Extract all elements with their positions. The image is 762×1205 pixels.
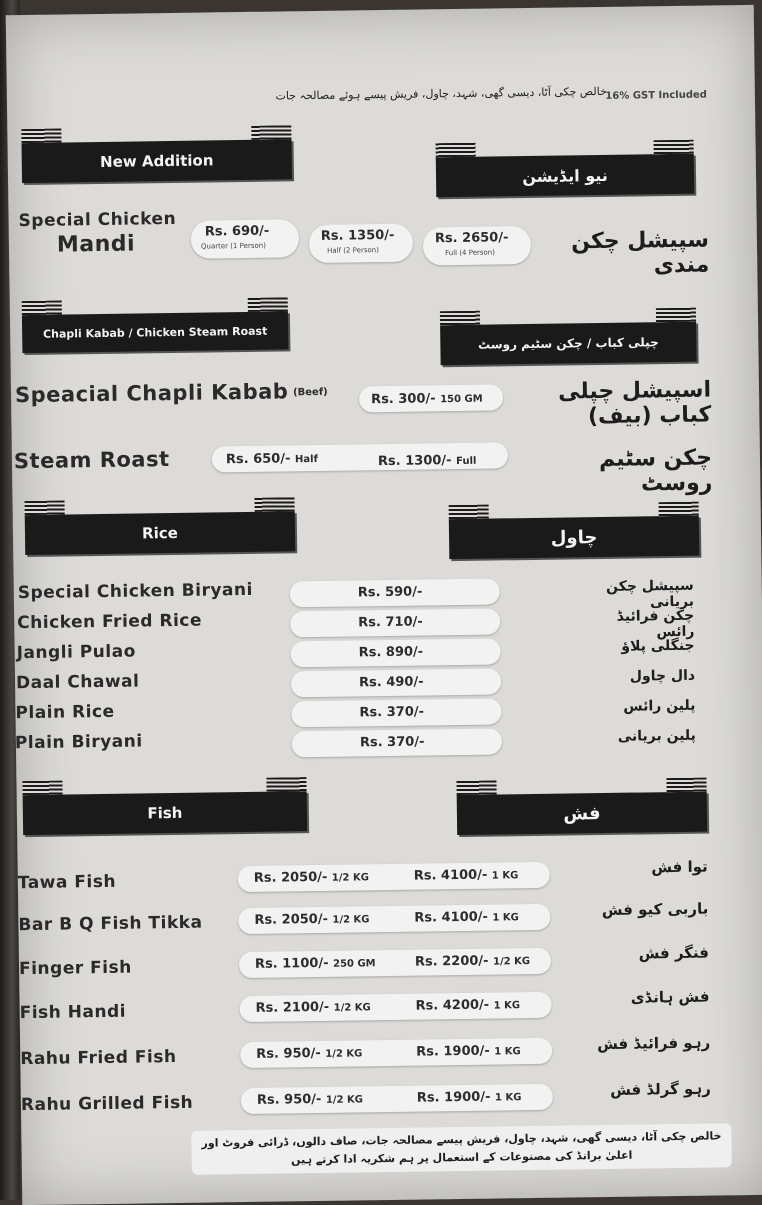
item-name: Rahu Grilled Fish xyxy=(20,1092,194,1116)
price: Rs. 2200/- 1/2 KG xyxy=(414,953,531,970)
item-name: Speacial Chapli Kabab xyxy=(14,379,289,408)
item-name-line2: Mandi xyxy=(56,231,136,258)
section-banner-fish-ur xyxy=(457,792,708,835)
price-sub: Quarter (1 Person) xyxy=(200,241,266,251)
item-name: Plain Biryani xyxy=(14,731,143,754)
item-name: Daal Chawal xyxy=(15,671,140,694)
item-name-ur: توا فش xyxy=(651,857,708,877)
price: Rs. 710/- xyxy=(358,614,423,631)
item-name-ur: رہو فرائیڈ فش xyxy=(597,1033,711,1054)
price: Rs. 4200/- 1 KG xyxy=(415,997,521,1014)
item-name-ur: دال چاول xyxy=(629,667,696,685)
price: Rs. 1900/- 1 KG xyxy=(416,1043,521,1060)
item-name: Finger Fish xyxy=(18,957,132,980)
item-name-ur: فش ہانڈی xyxy=(630,987,710,1007)
price: Rs. 1900/- 1 KG xyxy=(416,1089,522,1106)
gst-note: 16% GST Included xyxy=(605,89,707,102)
item-name: Tawa Fish xyxy=(17,871,117,894)
section-title-ur: نیو ایڈیشن xyxy=(522,165,608,186)
section-banner-rice-ur xyxy=(449,516,700,559)
price: Rs. 2050/- 1/2 KG xyxy=(254,911,370,928)
item-name-ur: پلین بریانی xyxy=(617,727,696,745)
price: Rs. 370/- xyxy=(359,704,425,721)
footer-note: خالص چکی آٹا، دیسی گھی، شہد، چاول، فریش پیسے مصالحہ جات، صاف دالوں، ڈرائی فروٹ اور اعلیٰ برانڈ کی مصنوعات کے استعمال پر ہم شکریہ ادا کرتے ہیں xyxy=(191,1123,732,1175)
price-sub: Half (2 Person) xyxy=(326,246,379,255)
section-banner-rice xyxy=(25,511,296,555)
price: Rs. 4100/- 1 KG xyxy=(413,867,519,884)
item-name-ur: سپیشل چکن بریانی xyxy=(606,577,695,611)
price: Rs. 2050/- 1/2 KG xyxy=(253,869,369,886)
section-title-ur: چاول xyxy=(550,526,598,549)
price: Rs. 1100/- 250 GM xyxy=(254,955,376,972)
item-name: Special Chicken xyxy=(18,208,177,232)
item-name: Plain Rice xyxy=(15,701,115,724)
item-name: Chicken Fried Rice xyxy=(17,610,203,634)
item-name: Special Chicken Biryani xyxy=(17,579,254,604)
price: Rs. 890/- xyxy=(358,644,424,661)
price: Rs. 370/- xyxy=(359,734,425,751)
section-banner-new-addition xyxy=(22,139,293,183)
section-title: Rice xyxy=(141,523,178,543)
item-note: (Beef) xyxy=(292,386,328,399)
item-name: Fish Handi xyxy=(19,1001,127,1024)
section-banner-chapli-ur xyxy=(440,322,697,366)
price: Rs. 690/- xyxy=(204,223,270,240)
price: Rs. 300/- 150 GM xyxy=(371,391,483,408)
price: Rs. 4100/- 1 KG xyxy=(414,909,519,926)
section-title-ur: فش xyxy=(563,802,601,825)
price: Rs. 1300/- Full xyxy=(377,453,477,470)
item-name-ur: فنگر فش xyxy=(638,943,710,963)
item-name: Rahu Fried Fish xyxy=(20,1046,177,1070)
item-name: Bar B Q Fish Tikka xyxy=(18,912,203,936)
section-title: Chapli Kabab / Chicken Steam Roast xyxy=(42,324,268,341)
item-name-ur: جنگلی پلاؤ xyxy=(621,637,695,655)
section-title: New Addition xyxy=(99,151,214,171)
section-title-ur: چپلی کباب / چکن سٹیم روسٹ xyxy=(477,335,659,352)
section-title: Fish xyxy=(147,803,183,823)
item-name-ur: سپیشل چکن مندی xyxy=(571,227,710,279)
section-banner-fish xyxy=(23,791,308,835)
item-name-ur: چکن فرائیڈ رائس xyxy=(616,607,695,641)
item-name-ur: باربی کیو فش xyxy=(601,899,709,920)
price: Rs. 2650/- xyxy=(434,230,509,247)
price: Rs. 2100/- 1/2 KG xyxy=(255,999,371,1016)
item-name-ur: اسپیشل چپلی کباب (بیف) xyxy=(557,377,712,430)
price-sub: Full (4 Person) xyxy=(445,248,496,258)
price: Rs. 950/- 1/2 KG xyxy=(256,1091,364,1108)
price: Rs. 650/- Half xyxy=(225,451,318,468)
item-name-ur: پلین رائس xyxy=(623,697,696,715)
price: Rs. 950/- 1/2 KG xyxy=(256,1045,363,1062)
price: Rs. 490/- xyxy=(358,674,424,691)
section-banner-chapli xyxy=(22,311,289,353)
item-name: Jangli Pulao xyxy=(16,641,136,664)
menu-page xyxy=(6,5,762,1205)
section-banner-new-addition-ur xyxy=(436,154,695,198)
price: Rs. 1350/- xyxy=(320,227,395,244)
price: Rs. 590/- xyxy=(357,584,423,601)
item-name-ur: چکن سٹیم روسٹ xyxy=(598,445,713,497)
item-name-ur: رہو گرلڈ فش xyxy=(610,1079,711,1099)
top-note: خالص چکی آٹا، دیسی گھی، شہد، چاول، فریش پیسے ہوئے مصالحہ جات xyxy=(275,84,607,103)
item-name: Steam Roast xyxy=(13,447,170,474)
